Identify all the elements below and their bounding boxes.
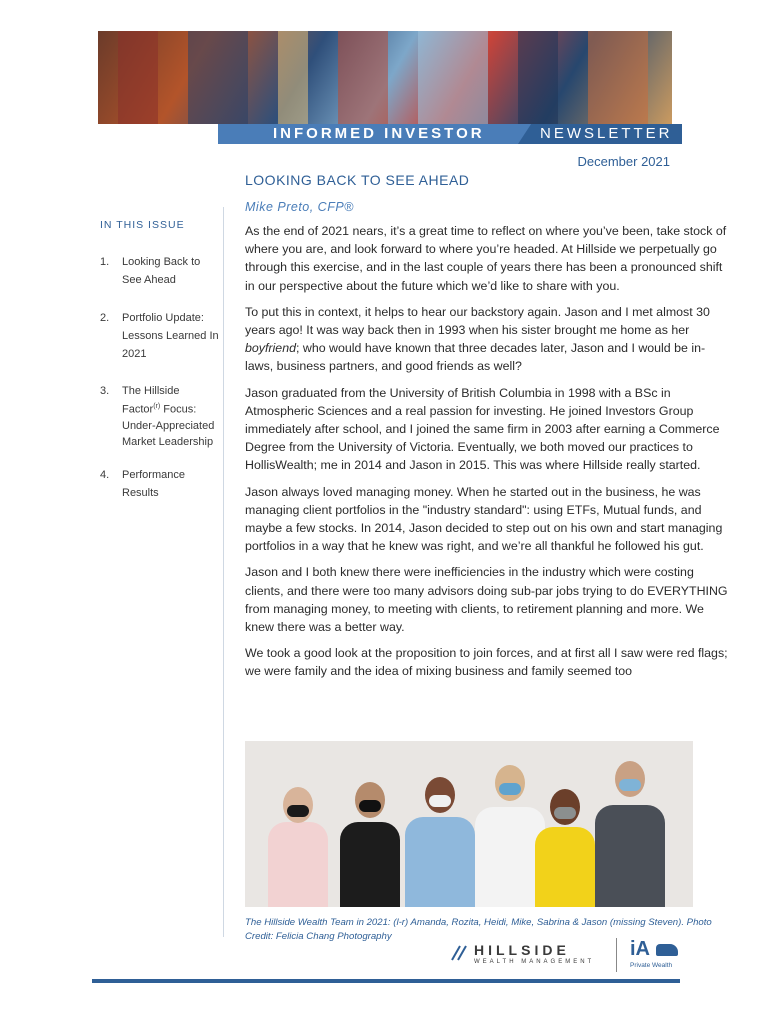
toc-item: 2. Portfolio Update: Lessons Learned In 2021: [100, 312, 219, 360]
article-paragraph: Jason always loved managing money. When he started out in the business, he was managing client portfolios in the "industry standard": using ETFs, Mutual funds, and maybe a few stocks. In 2014, Jason decided to step out on his own and start managing portfolios in a way that he knew was right, and we’re all thankful he followed his gut.: [245, 484, 723, 554]
issue-date: December 2021: [577, 154, 670, 169]
in-this-issue-sidebar: [98, 207, 224, 937]
article-paragraph: We took a good look at the proposition to join forces, and at first all I saw were red flags; we were family and the idea of mixing business and family seemed too: [245, 646, 728, 679]
ia-logo-tagline: Private Wealth: [630, 962, 673, 969]
article-paragraph: To put this in context, it helps to hear our backstory again. Jason and I met almost 30 years ago! It was way back then in 1993 when his sister brought me home as her boyfriend; who would have known that three decades later, Jason and I would be in-laws, business partners, and good friends as well?: [245, 304, 710, 374]
photo-caption: The Hillside Wealth Team in 2021: (l-r) Amanda, Rozita, Heidi, Mike, Sabrina & Jason (missing Steven). Photo Credit: Felicia Chang Photography: [245, 917, 712, 942]
person-figure: [590, 747, 670, 907]
table-of-contents: [98, 253, 220, 522]
team-photo: [245, 741, 693, 907]
newsletter-label: NEWSLETTER: [540, 125, 673, 142]
toc-item: 1. Looking Back to See Ahead: [100, 256, 201, 286]
hillside-logo-name: HILLSIDE: [474, 942, 570, 958]
article-paragraph: Jason and I both knew there were inefficiencies in the industry which were costing clients, and there were too many advisors doing sub-par jobs trying to do EVERYTHING from managing money, to meeting with clients, to retirement planning and more. We knew there was a better way.: [245, 565, 728, 635]
elephant-icon: [656, 944, 678, 956]
person-figure: [400, 757, 480, 907]
toc-item: 4. Performance Results: [100, 468, 185, 499]
article-paragraph: As the end of 2021 nears, it’s a great time to reflect on where you’ve been, take stock of where you are, and look forward to where you’re headed. At Hillside we perpetually go through this exercise, and in the last couple of years there has been a pronounced shift in our perspective about the future which we’d like to share with you.: [245, 224, 727, 293]
sidebar-heading: IN THIS ISSUE: [100, 219, 185, 231]
article-author: Mike Preto, CFP®: [245, 200, 354, 214]
newsletter-brand-title: INFORMED INVESTOR: [273, 125, 485, 142]
article-paragraph: Jason graduated from the University of British Columbia in 1998 with a BSc in Atmospheric Sciences and a real passion for investing. He joined Investors Group immediately after school, and I joined the same firm in 2003 after earning a Commerce Degree from the University of Victoria. Eventually, we both moved our practices to HollisWealth; me in 2014 and Jason in 2015. This was where Hillside really started.: [245, 385, 720, 473]
hillside-logo: [450, 940, 610, 970]
person-figure: [335, 767, 405, 907]
article-title: LOOKING BACK TO SEE AHEAD: [245, 172, 470, 188]
ia-logo-mark: iA: [630, 938, 650, 960]
toc-item: 3. The Hillside Factor$^{(r)}$ Focus: Under-Appreciated Market Leadership: [100, 385, 215, 448]
article-body: [245, 222, 731, 689]
ia-private-wealth-logo: [628, 938, 688, 972]
bottom-rule: [92, 979, 680, 983]
logo-divider: [616, 938, 617, 972]
hillside-logo-tagline: WEALTH MANAGEMENT: [474, 959, 595, 965]
person-figure: [263, 767, 333, 907]
